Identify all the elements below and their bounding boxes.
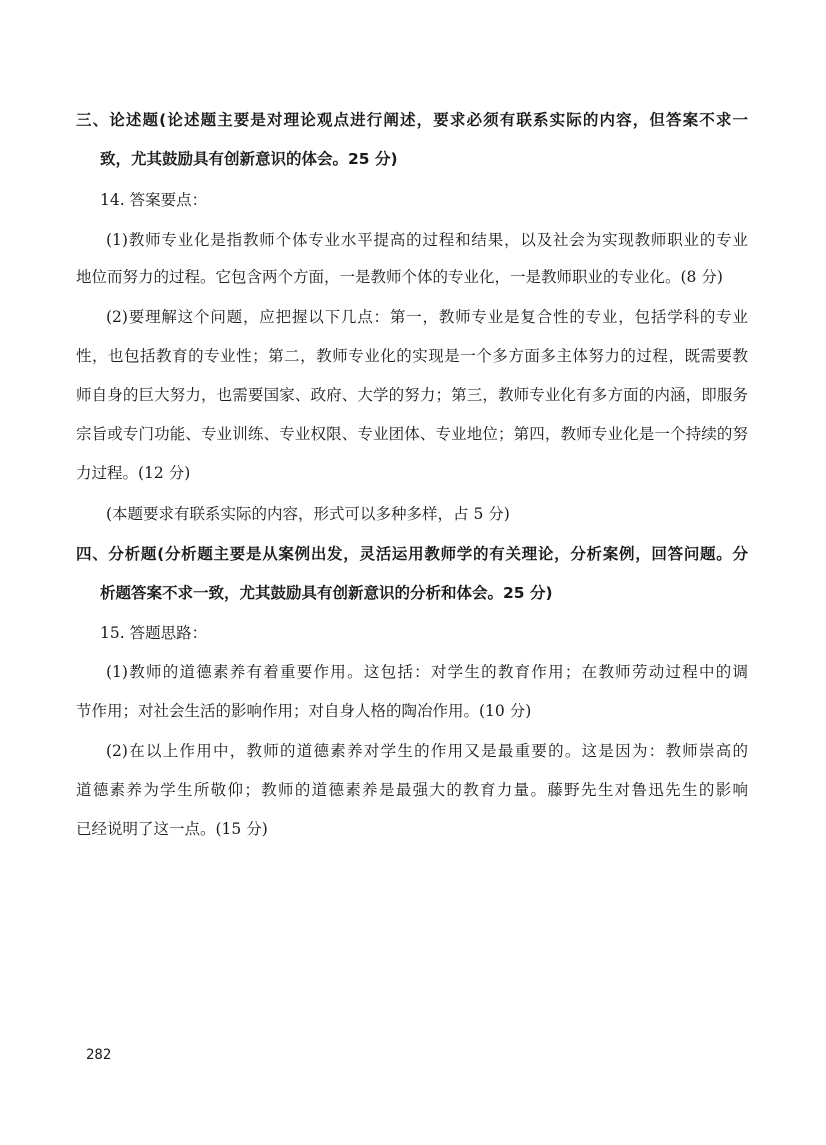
q14-point1-line2: 地位而努力的过程。它包含两个方面，一是教师个体的专业化，一是教师职业的专业化。(8 分) [76, 268, 723, 286]
page-number: 282 [86, 1047, 112, 1063]
section3-heading-line2: 致，尤其鼓励具有创新意识的体会。25 分) [100, 150, 398, 168]
q15-point2-line2: 道德素养为学生所敬仰；教师的道德素养是最强大的教育力量。藤野先生对鲁迅先生的影响 [76, 781, 748, 799]
q14-point2-line3: 师自身的巨大努力，也需要国家、政府、大学的努力；第三，教师专业化有多方面的内涵，即服务 [76, 386, 748, 404]
section4-heading-line2: 析题答案不求一致，尤其鼓励具有创新意识的分析和体会。25 分) [100, 584, 553, 602]
q15-label: 15. 答题思路： [100, 624, 208, 642]
section3-heading-line1: 三、论述题(论述题主要是对理论观点进行阐述，要求必须有联系实际的内容，但答案不求一 [76, 111, 748, 129]
section4-heading-line1: 四、分析题(分析题主要是从案例出发，灵活运用教师学的有关理论，分析案例，回答问题。分 [76, 545, 748, 563]
q15-point1-line2: 节作用；对社会生活的影响作用；对自身人格的陶冶作用。(10 分) [76, 702, 532, 720]
q14-point2-line5: 力过程。(12 分) [76, 464, 191, 482]
q14-point1-line1: (1)教师专业化是指教师个体专业水平提高的过程和结果，以及社会为实现教师职业的专业 [106, 231, 748, 249]
q15-point2-line3: 已经说明了这一点。(15 分) [76, 820, 268, 838]
q14-point2-line4: 宗旨或专门功能、专业训练、专业权限、专业团体、专业地位；第四，教师专业化是一个持续的努 [76, 425, 748, 443]
q15-point2-line1: (2)在以上作用中，教师的道德素养对学生的作用又是最重要的。这是因为：教师崇高的 [106, 742, 748, 760]
q14-note: (本题要求有联系实际的内容，形式可以多种多样，占 5 分) [106, 505, 510, 523]
q14-point2-line1: (2)要理解这个问题，应把握以下几点：第一，教师专业是复合性的专业，包括学科的专业 [106, 308, 748, 326]
q14-point2-line2: 性，也包括教育的专业性；第二，教师专业化的实现是一个多方面多主体努力的过程，既需要教 [76, 347, 748, 365]
q15-point1-line1: (1)教师的道德素养有着重要作用。这包括：对学生的教育作用；在教师劳动过程中的调 [106, 663, 748, 681]
q14-label: 14. 答案要点： [100, 191, 208, 209]
